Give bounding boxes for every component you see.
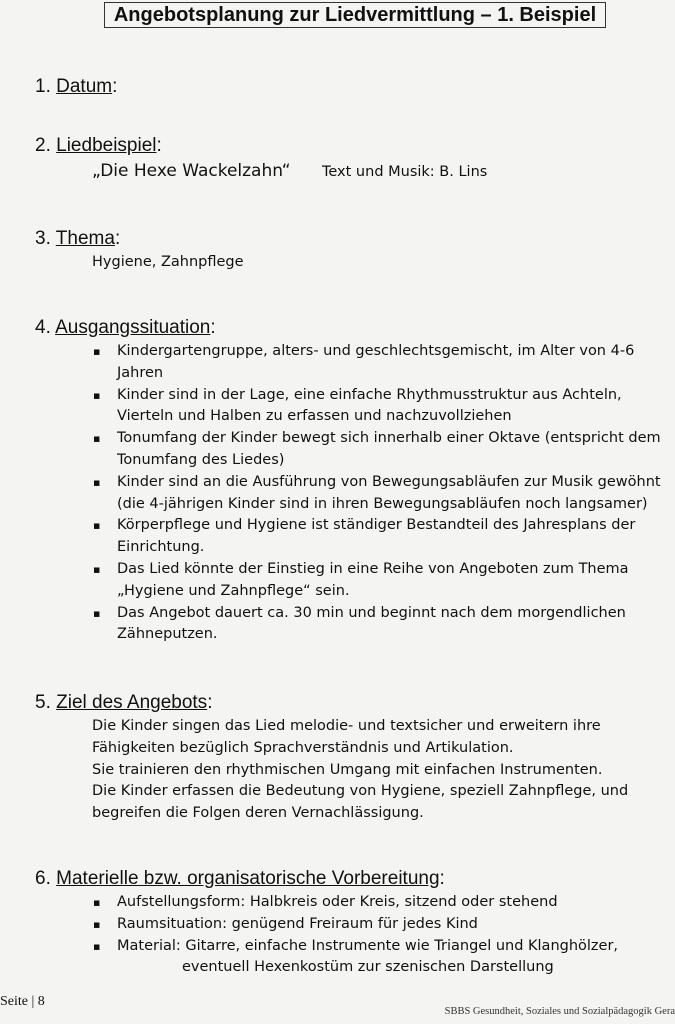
footer-organization: SBBS Gesundheit, Soziales und Sozialpädagogik Gera [444, 1006, 675, 1017]
section-3-heading: 3. Thema: [35, 228, 121, 249]
goal-text [92, 716, 628, 825]
theme-text: Hygiene, Zahnpflege [92, 254, 244, 270]
section-4-heading: 4. Ausgangssituation: [35, 317, 216, 338]
goal-line: Sie trainieren den rhythmischen Umgang mit einfachen Instrumenten. [92, 761, 603, 778]
list-item: ▪ Körperpflege und Hygiene ist ständiger Bestandteil des Jahresplans der Einrichtung. [93, 515, 663, 559]
section-6-heading: 6. Materielle bzw. organisatorische Vorbereitung: [35, 868, 445, 889]
page-number: Seite | 8 [0, 994, 45, 1009]
section-2-heading: 2. Liedbeispiel: [35, 135, 162, 156]
list-item: ▪ Kinder sind in der Lage, eine einfache Rhythmusstruktur aus Achteln, Vierteln und Halben zu erfassen und nachzuvollziehen [93, 385, 663, 429]
page-title: Angebotsplanung zur Liedvermittlung – 1. Beispiel [104, 2, 606, 28]
goal-line: Die Kinder erfassen die Bedeutung von Hygiene, speziell Zahnpflege, und [92, 783, 629, 800]
preparation-list [93, 892, 663, 957]
goal-line: begreifen die Folgen deren Vernachlässigung. [92, 805, 424, 822]
list-item: ▪ Das Lied könnte der Einstieg in eine Reihe von Angeboten zum Thema „Hygiene und Zahnpflege“ sein. [93, 559, 663, 603]
list-item: ▪ Raumsituation: genügend Freiraum für jedes Kind [93, 914, 663, 936]
list-item: ▪ Kinder sind an die Ausführung von Bewegungsabläufen zur Musik gewöhnt (die 4-jährigen Kinder sind in ihren Bewegungsabläufen noch langsamer) [93, 472, 663, 516]
section-1-heading: 1. Datum: [35, 76, 118, 97]
goal-line: Die Kinder singen das Lied melodie- und textsicher und erweitern ihre [92, 718, 601, 734]
list-item: ▪ Material: Gitarre, einfache Instrumente wie Triangel und Klanghölzer, [93, 936, 663, 958]
material-continuation: eventuell Hexenkostüm zur szenischen Darstellung [182, 959, 554, 975]
list-item: ▪ Das Angebot dauert ca. 30 min und beginnt nach dem morgendlichen Zähneputzen. [93, 603, 663, 647]
list-item: ▪ Aufstellungsform: Halbkreis oder Kreis, sitzend oder stehend [93, 892, 663, 914]
goal-line: Fähigkeiten bezüglich Sprachverständnis und Artikulation. [92, 739, 514, 756]
section-5-heading: 5. Ziel des Angebots: [35, 692, 213, 713]
list-item: ▪ Tonumfang der Kinder bewegt sich innerhalb einer Oktave (entspricht dem Tonumfang des Liedes) [93, 428, 663, 472]
situation-list [93, 341, 663, 646]
song-credit: Text und Musik: B. Lins [322, 164, 488, 180]
song-title: „Die Hexe Wackelzahn“ [92, 161, 291, 181]
list-item: ▪ Kindergartengruppe, alters- und geschlechtsgemischt, im Alter von 4-6 Jahren [93, 341, 663, 385]
